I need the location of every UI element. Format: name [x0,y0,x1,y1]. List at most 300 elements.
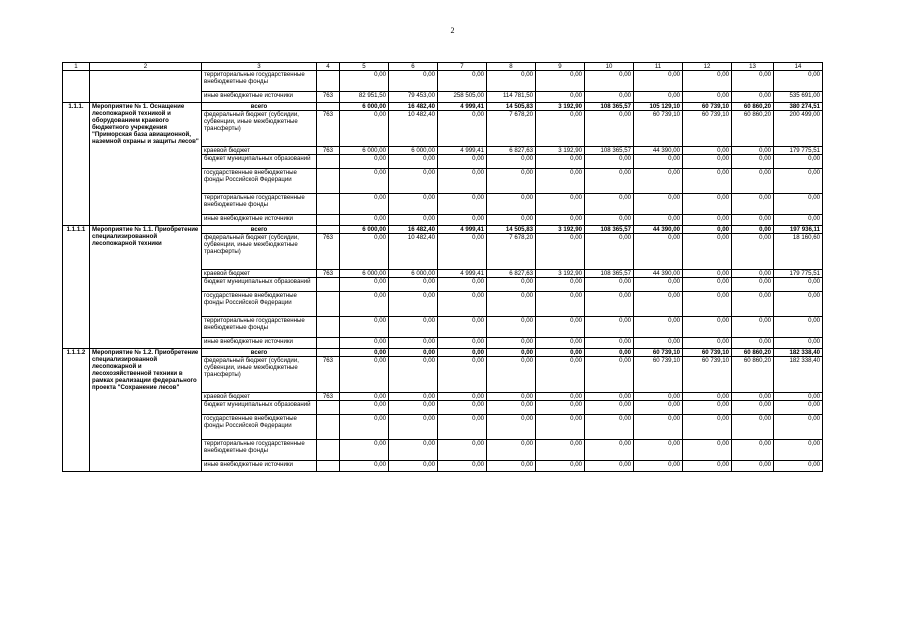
section-number-cell: 1.1.1.1 [63,226,90,349]
funding-source-cell: краевой бюджет [202,147,317,155]
funding-source-cell: иные внебюджетные источники [202,461,317,472]
value-cell-col6: 0,00 [389,338,438,349]
value-cell-col14: 0,00 [774,415,823,440]
value-cell-col10: 0,00 [585,155,634,169]
value-cell-col6: 10 482,40 [389,111,438,147]
code-cell: 763 [317,92,340,103]
value-cell-col12: 0,00 [683,234,732,270]
value-cell-col6: 0,00 [389,357,438,393]
value-cell-col13: 0,00 [732,169,774,194]
section-name-cell: Мероприятие № 1. Оснащение лесопожарной техникой и оборудованием краевого бюджетного учреждения "Приморская база авиационной, наземной охраны и защиты лесов" [90,103,202,226]
value-cell-col5: 82 951,50 [340,92,389,103]
value-cell-col9: 3 192,90 [536,226,585,234]
code-cell: 763 [317,393,340,401]
value-cell-col6: 0,00 [389,71,438,92]
code-cell [317,440,340,461]
value-cell-col12: 0,00 [683,194,732,215]
value-cell-col10: 0,00 [585,71,634,92]
value-cell-col13: 0,00 [732,226,774,234]
value-cell-col7: 0,00 [438,461,487,472]
code-cell [317,71,340,92]
value-cell-col9: 0,00 [536,401,585,415]
value-cell-col11: 0,00 [634,278,683,292]
value-cell-col7: 0,00 [438,71,487,92]
value-cell-col9: 0,00 [536,317,585,338]
value-cell-col12: 0,00 [683,169,732,194]
value-cell-col11: 44 390,00 [634,147,683,155]
code-cell [317,226,340,234]
funding-source-cell: всего [202,103,317,111]
code-cell [317,278,340,292]
value-cell-col14: 0,00 [774,461,823,472]
column-header-14: 14 [774,63,823,71]
value-cell-col14: 0,00 [774,155,823,169]
value-cell-col12: 0,00 [683,278,732,292]
value-cell-col13: 0,00 [732,215,774,226]
value-cell-col7: 0,00 [438,349,487,357]
value-cell-col7: 0,00 [438,338,487,349]
value-cell-col12: 0,00 [683,155,732,169]
total-row [63,349,823,357]
column-header-1: 1 [63,63,90,71]
column-header-10: 10 [585,63,634,71]
code-cell: 763 [317,270,340,278]
value-cell-col10: 0,00 [585,461,634,472]
page-number: 2 [450,26,455,35]
value-cell-col13: 0,00 [732,415,774,440]
value-cell-col5: 0,00 [340,215,389,226]
value-cell-col8: 7 678,20 [487,111,536,147]
value-cell-col10: 0,00 [585,169,634,194]
value-cell-col10: 0,00 [585,234,634,270]
value-cell-col5: 0,00 [340,71,389,92]
code-cell [317,461,340,472]
budget-table [62,62,823,472]
value-cell-col12: 0,00 [683,270,732,278]
funding-source-cell: иные внебюджетные источники [202,215,317,226]
value-cell-col14: 182 338,40 [774,349,823,357]
value-cell-col8: 7 678,20 [487,234,536,270]
value-cell-col9: 0,00 [536,292,585,317]
num-cell [63,71,90,103]
value-cell-col7: 0,00 [438,155,487,169]
value-cell-col13: 60 860,20 [732,357,774,393]
value-cell-col7: 0,00 [438,111,487,147]
value-cell-col11: 0,00 [634,71,683,92]
value-cell-col11: 60 739,10 [634,111,683,147]
value-cell-col14: 0,00 [774,71,823,92]
value-cell-col6: 0,00 [389,194,438,215]
value-cell-col14: 0,00 [774,278,823,292]
value-cell-col5: 0,00 [340,155,389,169]
value-cell-col14: 182 338,40 [774,357,823,393]
value-cell-col8: 14 505,83 [487,226,536,234]
value-cell-col7: 0,00 [438,393,487,401]
value-cell-col13: 0,00 [732,278,774,292]
value-cell-col10: 0,00 [585,415,634,440]
name-cell [90,71,202,103]
funding-source-cell: краевой бюджет [202,270,317,278]
code-cell [317,317,340,338]
funding-source-cell: территориальные государственные внебюджетные фонды [202,440,317,461]
value-cell-col7: 0,00 [438,215,487,226]
value-cell-col9: 0,00 [536,169,585,194]
column-header-11: 11 [634,63,683,71]
value-cell-col14: 0,00 [774,401,823,415]
value-cell-col11: 0,00 [634,317,683,338]
value-cell-col5: 6 000,00 [340,226,389,234]
value-cell-col12: 0,00 [683,440,732,461]
column-header-3: 3 [202,63,317,71]
value-cell-col8: 0,00 [487,461,536,472]
value-cell-col9: 0,00 [536,357,585,393]
funding-source-cell: бюджет муниципальных образований [202,401,317,415]
value-cell-col8: 0,00 [487,278,536,292]
value-cell-col10: 0,00 [585,278,634,292]
value-cell-col13: 60 860,20 [732,349,774,357]
value-cell-col10: 0,00 [585,349,634,357]
value-cell-col12: 60 739,10 [683,349,732,357]
value-cell-col13: 60 860,20 [732,103,774,111]
value-cell-col10: 0,00 [585,357,634,393]
value-cell-col9: 3 192,90 [536,103,585,111]
value-cell-col7: 0,00 [438,169,487,194]
value-cell-col9: 3 192,90 [536,147,585,155]
value-cell-col9: 0,00 [536,440,585,461]
funding-source-cell: федеральный бюджет (субсидии, субвенции, иные межбюджетные трансферты) [202,357,317,393]
value-cell-col12: 0,00 [683,415,732,440]
value-cell-col10: 0,00 [585,401,634,415]
funding-source-cell: иные внебюджетные источники [202,338,317,349]
value-cell-col5: 6 000,00 [340,103,389,111]
value-cell-col13: 0,00 [732,147,774,155]
value-cell-col14: 0,00 [774,194,823,215]
value-cell-col7: 0,00 [438,357,487,393]
funding-source-cell: краевой бюджет [202,393,317,401]
value-cell-col11: 0,00 [634,155,683,169]
section-number-cell: 1.1.1. [63,103,90,226]
value-cell-col12: 0,00 [683,215,732,226]
value-cell-col7: 0,00 [438,401,487,415]
value-cell-col8: 0,00 [487,292,536,317]
value-cell-col13: 0,00 [732,461,774,472]
value-cell-col10: 0,00 [585,92,634,103]
value-cell-col9: 0,00 [536,278,585,292]
value-cell-col9: 0,00 [536,92,585,103]
value-cell-col7: 0,00 [438,317,487,338]
value-cell-col14: 18 160,60 [774,234,823,270]
value-cell-col13: 0,00 [732,338,774,349]
value-cell-col11: 60 739,10 [634,357,683,393]
value-cell-col11: 0,00 [634,215,683,226]
total-row [63,226,823,234]
code-cell [317,169,340,194]
value-cell-col13: 0,00 [732,92,774,103]
value-cell-col6: 0,00 [389,169,438,194]
funding-source-cell: государственные внебюджетные фонды Российской Федерации [202,169,317,194]
value-cell-col10: 108 365,57 [585,270,634,278]
value-cell-col5: 6 000,00 [340,270,389,278]
value-cell-col14: 380 274,51 [774,103,823,111]
value-cell-col11: 60 739,10 [634,349,683,357]
value-cell-col11: 0,00 [634,440,683,461]
code-cell: 763 [317,147,340,155]
value-cell-col8: 114 781,50 [487,92,536,103]
value-cell-col7: 4 999,41 [438,226,487,234]
section-number-cell: 1.1.1.2 [63,349,90,472]
value-cell-col8: 14 505,83 [487,103,536,111]
funding-source-cell: территориальные государственные внебюджетные фонды [202,71,317,92]
value-cell-col14: 0,00 [774,338,823,349]
value-cell-col5: 0,00 [340,415,389,440]
column-header-13: 13 [732,63,774,71]
value-cell-col14: 197 936,11 [774,226,823,234]
value-cell-col13: 60 860,20 [732,111,774,147]
value-cell-col8: 0,00 [487,357,536,393]
value-cell-col8: 0,00 [487,169,536,194]
code-cell [317,292,340,317]
value-cell-col8: 0,00 [487,338,536,349]
value-cell-col11: 0,00 [634,415,683,440]
value-cell-col8: 0,00 [487,71,536,92]
value-cell-col9: 0,00 [536,234,585,270]
value-cell-col5: 0,00 [340,317,389,338]
column-header-12: 12 [683,63,732,71]
value-cell-col5: 0,00 [340,393,389,401]
value-cell-col10: 0,00 [585,338,634,349]
value-cell-col5: 0,00 [340,338,389,349]
code-cell [317,349,340,357]
value-cell-col9: 0,00 [536,338,585,349]
code-cell [317,194,340,215]
funding-source-cell: территориальные государственные внебюджетные фонды [202,317,317,338]
code-cell: 763 [317,357,340,393]
value-cell-col6: 0,00 [389,215,438,226]
total-row [63,103,823,111]
value-cell-col6: 6 000,00 [389,147,438,155]
value-cell-col11: 0,00 [634,234,683,270]
column-header-6: 6 [389,63,438,71]
value-cell-col6: 79 453,00 [389,92,438,103]
value-cell-col13: 0,00 [732,234,774,270]
value-cell-col5: 0,00 [340,194,389,215]
value-cell-col8: 0,00 [487,349,536,357]
value-cell-col10: 0,00 [585,111,634,147]
value-cell-col6: 0,00 [389,440,438,461]
value-cell-col14: 0,00 [774,393,823,401]
value-cell-col11: 44 390,00 [634,226,683,234]
value-cell-col9: 0,00 [536,71,585,92]
value-cell-col9: 0,00 [536,215,585,226]
value-cell-col6: 10 482,40 [389,234,438,270]
value-cell-col7: 0,00 [438,292,487,317]
column-header-5: 5 [340,63,389,71]
value-cell-col6: 0,00 [389,317,438,338]
value-cell-col8: 0,00 [487,393,536,401]
value-cell-col13: 0,00 [732,401,774,415]
value-cell-col8: 0,00 [487,194,536,215]
value-cell-col6: 0,00 [389,415,438,440]
value-cell-col6: 0,00 [389,349,438,357]
code-cell [317,338,340,349]
funding-source-cell: государственные внебюджетные фонды Российской Федерации [202,292,317,317]
value-cell-col8: 6 827,63 [487,270,536,278]
value-cell-col14: 0,00 [774,169,823,194]
value-cell-col12: 0,00 [683,393,732,401]
value-cell-col8: 0,00 [487,317,536,338]
value-cell-col9: 0,00 [536,415,585,440]
value-cell-col13: 0,00 [732,317,774,338]
value-cell-col12: 0,00 [683,226,732,234]
value-cell-col8: 0,00 [487,440,536,461]
value-cell-col7: 0,00 [438,278,487,292]
funding-source-cell: федеральный бюджет (субсидии, субвенции, иные межбюджетные трансферты) [202,111,317,147]
value-cell-col9: 0,00 [536,194,585,215]
value-cell-col5: 0,00 [340,401,389,415]
value-cell-col9: 0,00 [536,393,585,401]
value-cell-col11: 44 390,00 [634,270,683,278]
value-cell-col5: 0,00 [340,111,389,147]
value-cell-col12: 0,00 [683,147,732,155]
value-cell-col12: 0,00 [683,71,732,92]
funding-source-cell: бюджет муниципальных образований [202,155,317,169]
value-cell-col12: 60 739,10 [683,111,732,147]
value-cell-col8: 6 827,63 [487,147,536,155]
value-cell-col8: 0,00 [487,155,536,169]
value-cell-col7: 0,00 [438,194,487,215]
value-cell-col7: 4 999,41 [438,270,487,278]
value-cell-col14: 179 775,51 [774,147,823,155]
value-cell-col8: 0,00 [487,215,536,226]
value-cell-col5: 0,00 [340,357,389,393]
value-cell-col5: 0,00 [340,292,389,317]
funding-source-cell: федеральный бюджет (субсидии, субвенции, иные межбюджетные трансферты) [202,234,317,270]
value-cell-col14: 0,00 [774,215,823,226]
value-cell-col7: 4 999,41 [438,103,487,111]
value-cell-col6: 0,00 [389,292,438,317]
value-cell-col11: 0,00 [634,338,683,349]
value-cell-col11: 0,00 [634,401,683,415]
value-cell-col11: 0,00 [634,393,683,401]
value-cell-col12: 60 739,10 [683,357,732,393]
value-cell-col13: 0,00 [732,155,774,169]
funding-source-cell: территориальные государственные внебюджетные фонды [202,194,317,215]
column-header-2: 2 [90,63,202,71]
funding-source-cell: бюджет муниципальных образований [202,278,317,292]
column-header-9: 9 [536,63,585,71]
value-cell-col14: 200 499,00 [774,111,823,147]
value-cell-col13: 0,00 [732,270,774,278]
funding-source-cell: всего [202,226,317,234]
value-cell-col6: 16 482,40 [389,103,438,111]
value-cell-col8: 0,00 [487,415,536,440]
code-cell: 763 [317,111,340,147]
value-cell-col6: 6 000,00 [389,270,438,278]
value-cell-col5: 6 000,00 [340,147,389,155]
value-cell-col7: 0,00 [438,234,487,270]
section-name-cell: Мероприятие № 1.2. Приобретение специализированной лесопожарной и лесохозяйственной техники в рамках реализации федерального проекта "Сохранение лесов" [90,349,202,472]
value-cell-col5: 0,00 [340,349,389,357]
column-header-8: 8 [487,63,536,71]
value-cell-col12: 0,00 [683,92,732,103]
header-row [63,63,823,71]
value-cell-col10: 0,00 [585,194,634,215]
value-cell-col12: 0,00 [683,338,732,349]
value-cell-col13: 0,00 [732,194,774,215]
value-cell-col9: 0,00 [536,111,585,147]
code-cell [317,155,340,169]
value-cell-col9: 0,00 [536,461,585,472]
code-cell: 763 [317,234,340,270]
value-cell-col10: 0,00 [585,292,634,317]
value-cell-col13: 0,00 [732,292,774,317]
funding-source-cell: иные внебюджетные источники [202,92,317,103]
value-cell-col10: 0,00 [585,393,634,401]
value-cell-col11: 0,00 [634,292,683,317]
value-cell-col12: 0,00 [683,461,732,472]
value-cell-col14: 0,00 [774,440,823,461]
value-cell-col10: 108 365,57 [585,226,634,234]
value-cell-col6: 0,00 [389,393,438,401]
code-cell [317,401,340,415]
value-cell-col8: 0,00 [487,401,536,415]
funding-source-cell: государственные внебюджетные фонды Российской Федерации [202,415,317,440]
value-cell-col6: 0,00 [389,401,438,415]
value-cell-col13: 0,00 [732,71,774,92]
value-cell-col11: 0,00 [634,169,683,194]
value-cell-col11: 0,00 [634,194,683,215]
value-cell-col14: 179 775,51 [774,270,823,278]
value-cell-col6: 16 482,40 [389,226,438,234]
value-cell-col12: 0,00 [683,401,732,415]
value-cell-col14: 535 691,00 [774,92,823,103]
value-cell-col11: 0,00 [634,92,683,103]
value-cell-col6: 0,00 [389,461,438,472]
value-cell-col13: 0,00 [732,393,774,401]
value-cell-col5: 0,00 [340,461,389,472]
value-cell-col11: 105 129,10 [634,103,683,111]
value-cell-col7: 0,00 [438,415,487,440]
table-row [63,71,823,92]
value-cell-col14: 0,00 [774,292,823,317]
value-cell-col6: 0,00 [389,278,438,292]
value-cell-col5: 0,00 [340,234,389,270]
value-cell-col9: 0,00 [536,155,585,169]
value-cell-col7: 0,00 [438,440,487,461]
value-cell-col12: 0,00 [683,317,732,338]
value-cell-col14: 0,00 [774,317,823,338]
value-cell-col5: 0,00 [340,278,389,292]
column-header-4: 4 [317,63,340,71]
value-cell-col10: 108 365,57 [585,147,634,155]
code-cell [317,415,340,440]
value-cell-col11: 0,00 [634,461,683,472]
funding-source-cell: всего [202,349,317,357]
section-name-cell: Мероприятие № 1.1. Приобретение специализированной лесопожарной техники [90,226,202,349]
value-cell-col13: 0,00 [732,440,774,461]
value-cell-col12: 0,00 [683,292,732,317]
value-cell-col9: 0,00 [536,349,585,357]
value-cell-col7: 4 999,41 [438,147,487,155]
value-cell-col9: 3 192,90 [536,270,585,278]
value-cell-col5: 0,00 [340,169,389,194]
code-cell [317,103,340,111]
value-cell-col10: 108 365,57 [585,103,634,111]
value-cell-col7: 258 505,00 [438,92,487,103]
value-cell-col12: 60 739,10 [683,103,732,111]
value-cell-col6: 0,00 [389,155,438,169]
column-header-7: 7 [438,63,487,71]
